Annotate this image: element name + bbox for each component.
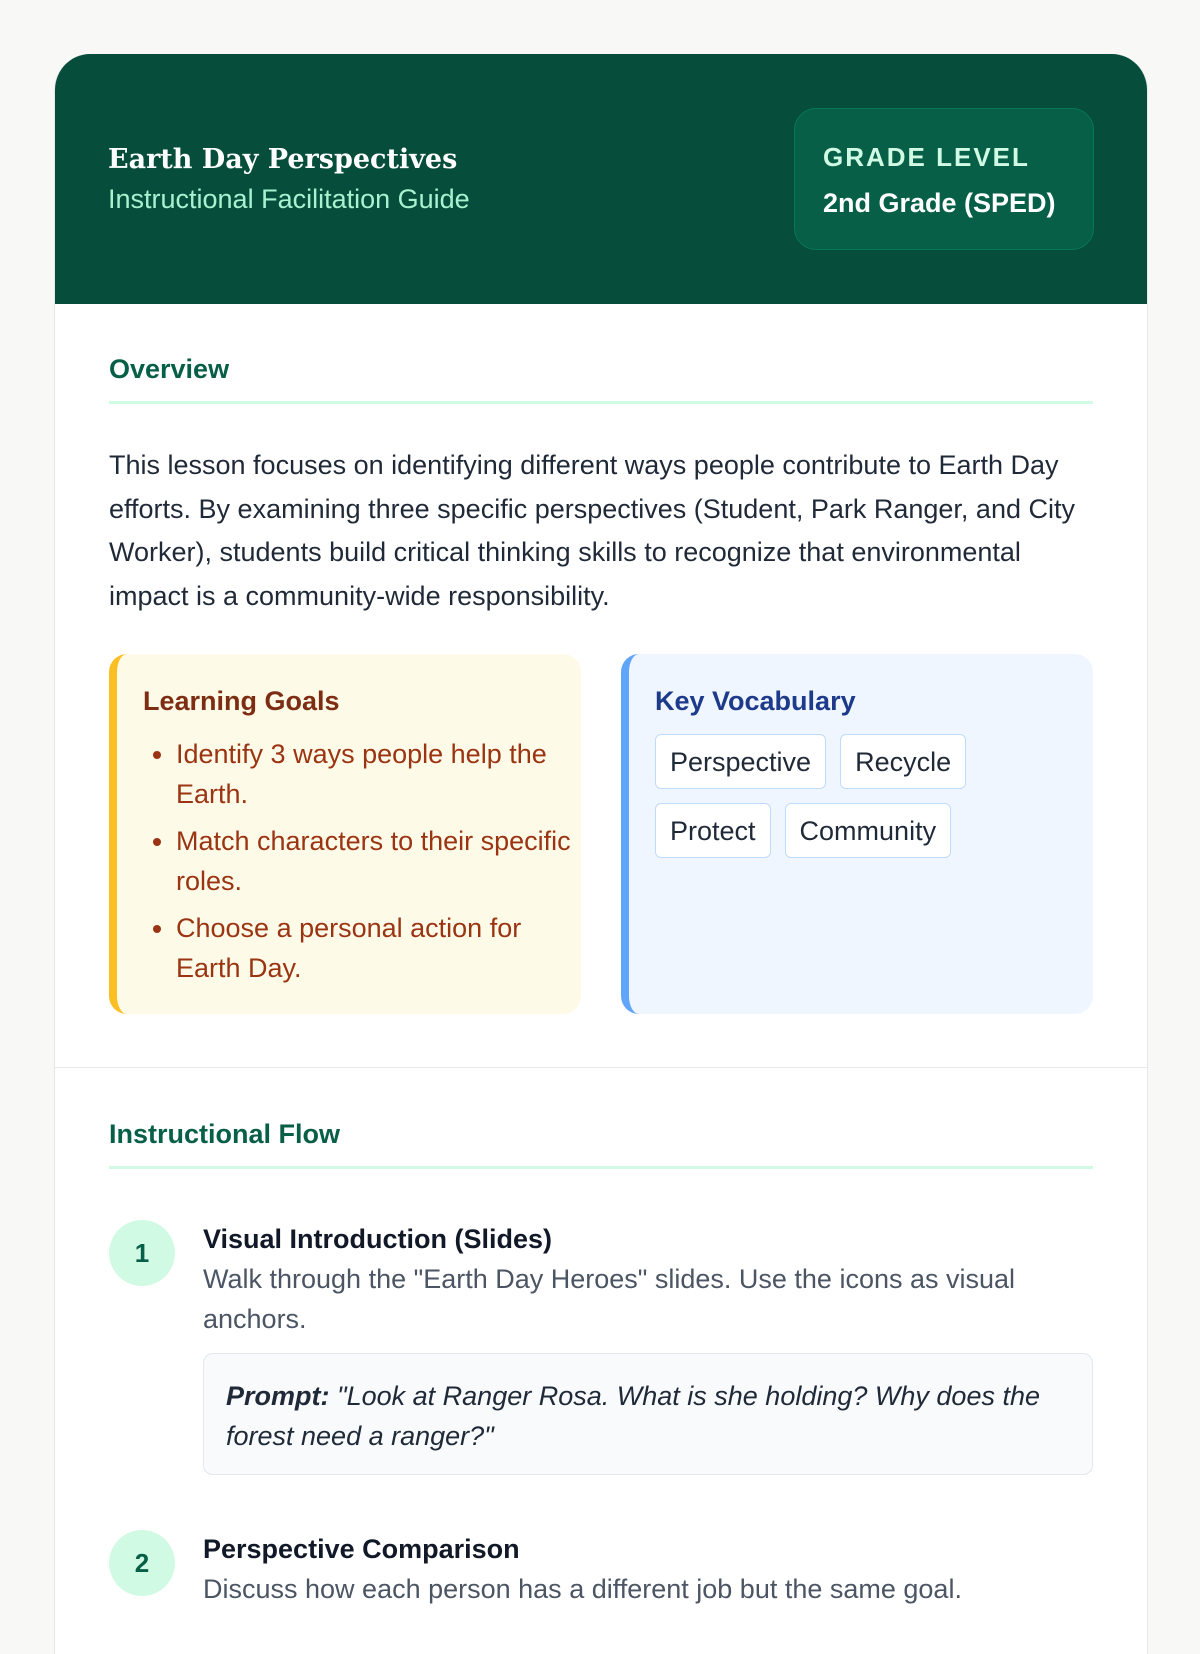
grade-level-badge [794,108,1094,250]
instructional-flow-heading: Instructional Flow [109,1119,1093,1169]
step-number-badge: 1 [109,1220,175,1286]
lesson-guide-card [54,54,1148,1654]
learning-goal-item: • Choose a personal action for Earth Day. [176,908,586,988]
vocabulary-chip-list [655,734,1075,858]
step-description: Walk through the "Earth Day Heroes" slides. Use the icons as visual anchors. [203,1264,1016,1334]
vocab-chip-perspective: Perspective [655,734,826,789]
step-title: Perspective Comparison [203,1534,520,1564]
learning-goals-panel [109,654,581,1014]
learning-goals-title: Learning Goals [143,686,340,716]
teacher-prompt-box [203,1353,1093,1475]
step-number-badge: 2 [109,1530,175,1596]
grade-level-label: GRADE LEVEL [823,142,1030,172]
key-vocabulary-title: Key Vocabulary [655,686,856,716]
grade-level-value: 2nd Grade (SPED) [823,188,1056,218]
vocab-chip-protect: Protect [655,803,771,858]
guide-header [55,54,1147,304]
step-title: Visual Introduction (Slides) [203,1224,553,1254]
prompt-label: Prompt: [226,1381,330,1411]
overview-text: This lesson focuses on identifying different ways people contribute to Earth Day efforts. By examining three specific perspectives (Student, Park Ranger, and City Worker), students build critical thinking skills to recognize that environmental impact is a community-wide responsibility. [109,450,1075,611]
document-subtitle: Instructional Facilitation Guide [108,184,470,214]
document-title: Earth Day Perspectives [108,144,458,175]
vocab-chip-community: Community [785,803,952,858]
key-vocabulary-panel [621,654,1093,1014]
step-description: Discuss how each person has a different job but the same goal. [203,1574,962,1604]
learning-goals-list [143,734,586,995]
section-divider [55,1067,1147,1068]
learning-goal-item: • Match characters to their specific roles. [176,821,586,901]
prompt-text: "Look at Ranger Rosa. What is she holding? Why does the forest need a ranger?" [226,1381,1040,1451]
overview-heading: Overview [109,354,1093,404]
learning-goal-item: • Identify 3 ways people help the Earth. [176,734,586,814]
vocab-chip-recycle: Recycle [840,734,966,789]
